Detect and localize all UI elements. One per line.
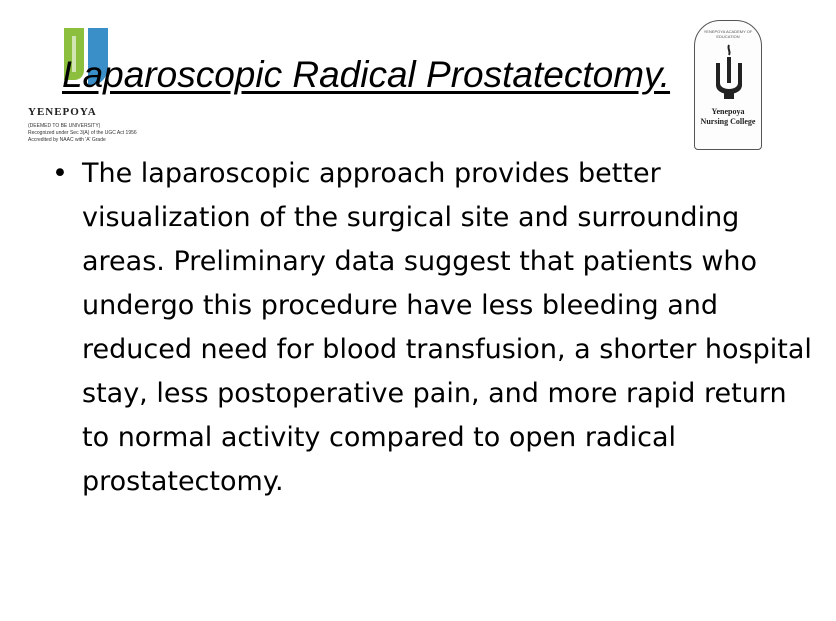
bullet-item (52, 152, 812, 504)
bullet-icon: • (52, 158, 68, 189)
university-status: (DEEMED TO BE UNIVERSITY) (28, 123, 101, 129)
college-name-line1: Yenepoya (711, 107, 745, 116)
slide-title: Laparoscopic Radical Prostatectomy. (62, 54, 671, 95)
university-accreditation: Accredited by NAAC with 'A' Grade (28, 137, 106, 143)
university-name: YENEPOYA (28, 106, 97, 118)
logo-arc-text: YENEPOYA ACADEMY OF EDUCATION (703, 29, 753, 39)
college-name-line2: Nursing College (700, 117, 756, 126)
bullet-text: The laparoscopic approach provides better visualization of the surgical site and surrounding areas. Preliminary data suggest that patients who undergo this procedure have less bleeding and reduced need for blood transfusion, a shorter hospital stay, less postoperative pain, and more rapid return to normal activity compared to open radical prostatectomy. (82, 158, 812, 497)
university-recognition: Recognized under Sec 3(A) of the UGC Act 1956 (28, 130, 137, 136)
slide-body (52, 152, 812, 504)
college-name (695, 107, 761, 127)
